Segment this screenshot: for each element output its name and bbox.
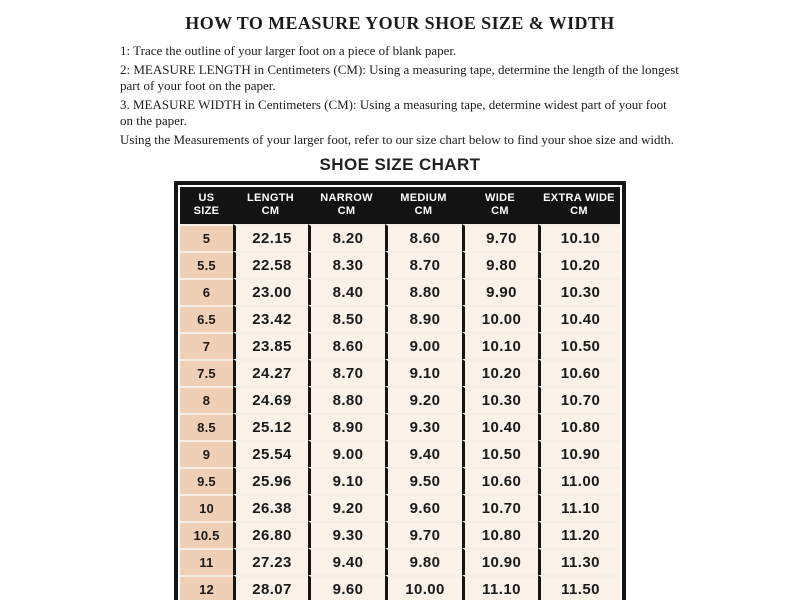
measurement-cell: 26.38 — [233, 494, 308, 521]
instruction-step-3: 3. MEASURE WIDTH in Centimeters (CM): Using a measuring tape, determine widest part of your foot on the paper. — [120, 97, 667, 128]
table-row — [180, 548, 620, 575]
measurement-cell: 10.70 — [538, 386, 620, 413]
measurement-cell: 25.12 — [233, 413, 308, 440]
instruction-step-2: 2: MEASURE LENGTH in Centimeters (CM): Using a measuring tape, determine the length of the longest part of your foot on the paper. — [120, 62, 679, 93]
chart-heading: SHOE SIZE CHART — [319, 155, 481, 174]
instructions-block — [120, 43, 680, 148]
table-row — [180, 224, 620, 251]
measurement-cell: 10.80 — [462, 521, 538, 548]
measurement-cell: 25.54 — [233, 440, 308, 467]
measurement-cell: 9.30 — [308, 521, 385, 548]
measurement-cell: 8.70 — [308, 359, 385, 386]
measurement-cell: 9.00 — [308, 440, 385, 467]
measurement-cell: 9.00 — [385, 332, 462, 359]
measurement-cell: 8.90 — [385, 305, 462, 332]
measurement-cell: 25.96 — [233, 467, 308, 494]
measurement-cell: 8.70 — [385, 251, 462, 278]
measurement-cell: 10.50 — [538, 332, 620, 359]
measurement-cell: 8.30 — [308, 251, 385, 278]
header-row — [180, 187, 620, 224]
measurement-cell: 26.80 — [233, 521, 308, 548]
measurement-cell: 10.10 — [462, 332, 538, 359]
measurement-cell: 9.90 — [462, 278, 538, 305]
measurement-cell: 9.20 — [385, 386, 462, 413]
table-row — [180, 413, 620, 440]
measurement-cell: 9.80 — [462, 251, 538, 278]
measurement-cell: 9.70 — [385, 521, 462, 548]
measurement-cell: 23.00 — [233, 278, 308, 305]
measurement-cell: 9.40 — [308, 548, 385, 575]
us-size-cell: 6.5 — [180, 305, 233, 332]
measurement-cell: 10.60 — [538, 359, 620, 386]
table-row — [180, 521, 620, 548]
measurement-cell: 10.40 — [462, 413, 538, 440]
measurement-cell: 9.50 — [385, 467, 462, 494]
table-body — [180, 224, 620, 600]
us-size-cell: 11 — [180, 548, 233, 575]
us-size-cell: 10 — [180, 494, 233, 521]
table-row — [180, 575, 620, 600]
table-row — [180, 251, 620, 278]
measurement-cell: 24.27 — [233, 359, 308, 386]
measurement-cell: 28.07 — [233, 575, 308, 600]
measurement-cell: 10.30 — [538, 278, 620, 305]
measurement-cell: 8.20 — [308, 224, 385, 251]
measurement-cell: 8.40 — [308, 278, 385, 305]
instruction-step-1: 1: Trace the outline of your larger foot on a piece of blank paper. — [120, 43, 457, 58]
measurement-cell: 23.85 — [233, 332, 308, 359]
us-size-cell: 5.5 — [180, 251, 233, 278]
us-size-cell: 7 — [180, 332, 233, 359]
measurement-cell: 10.40 — [538, 305, 620, 332]
measurement-cell: 9.10 — [385, 359, 462, 386]
measurement-cell: 10.50 — [462, 440, 538, 467]
table-row — [180, 440, 620, 467]
us-size-cell: 8.5 — [180, 413, 233, 440]
measurement-cell: 11.10 — [462, 575, 538, 600]
measurement-cell: 8.60 — [308, 332, 385, 359]
measurement-cell: 10.90 — [538, 440, 620, 467]
measurement-cell: 11.10 — [538, 494, 620, 521]
column-header-narrow-cm: NARROW CM — [308, 187, 385, 224]
column-header-us-size: US SIZE — [180, 187, 233, 224]
column-header-extra-wide-cm: EXTRA WIDE CM — [538, 187, 620, 224]
measurement-cell: 8.50 — [308, 305, 385, 332]
table-row — [180, 278, 620, 305]
column-header-length-cm: LENGTH CM — [233, 187, 308, 224]
measurement-cell: 9.60 — [385, 494, 462, 521]
measurement-cell: 11.50 — [538, 575, 620, 600]
measurement-cell: 23.42 — [233, 305, 308, 332]
us-size-cell: 10.5 — [180, 521, 233, 548]
size-chart-frame — [174, 181, 626, 600]
size-chart-table — [180, 187, 620, 600]
table-header — [180, 187, 620, 224]
table-row — [180, 386, 620, 413]
us-size-cell: 5 — [180, 224, 233, 251]
measurement-cell: 11.00 — [538, 467, 620, 494]
measurement-cell: 10.60 — [462, 467, 538, 494]
measurement-cell: 10.00 — [462, 305, 538, 332]
measurement-cell: 9.70 — [462, 224, 538, 251]
us-size-cell: 9 — [180, 440, 233, 467]
measurement-cell: 9.10 — [308, 467, 385, 494]
us-size-cell: 9.5 — [180, 467, 233, 494]
us-size-cell: 8 — [180, 386, 233, 413]
measurement-cell: 10.10 — [538, 224, 620, 251]
measurement-cell: 27.23 — [233, 548, 308, 575]
measurement-cell: 8.60 — [385, 224, 462, 251]
measurement-cell: 9.60 — [308, 575, 385, 600]
measurement-cell: 22.58 — [233, 251, 308, 278]
measurement-cell: 10.30 — [462, 386, 538, 413]
measurement-cell: 11.20 — [538, 521, 620, 548]
table-row — [180, 305, 620, 332]
measurement-cell: 9.80 — [385, 548, 462, 575]
us-size-cell: 6 — [180, 278, 233, 305]
page-title: HOW TO MEASURE YOUR SHOE SIZE & WIDTH — [185, 13, 615, 33]
measurement-cell: 22.15 — [233, 224, 308, 251]
measurement-cell: 8.80 — [308, 386, 385, 413]
measurement-cell: 11.30 — [538, 548, 620, 575]
measurement-cell: 10.00 — [385, 575, 462, 600]
table-row — [180, 494, 620, 521]
measurement-cell: 24.69 — [233, 386, 308, 413]
instruction-note: Using the Measurements of your larger foot, refer to our size chart below to find your shoe size and width. — [120, 132, 674, 147]
measurement-cell: 9.30 — [385, 413, 462, 440]
us-size-cell: 7.5 — [180, 359, 233, 386]
column-header-wide-cm: WIDE CM — [462, 187, 538, 224]
measurement-cell: 9.20 — [308, 494, 385, 521]
column-header-medium-cm: MEDIUM CM — [385, 187, 462, 224]
measurement-cell: 9.40 — [385, 440, 462, 467]
measurement-cell: 8.90 — [308, 413, 385, 440]
measurement-cell: 10.20 — [538, 251, 620, 278]
table-row — [180, 359, 620, 386]
table-row — [180, 332, 620, 359]
table-row — [180, 467, 620, 494]
measurement-cell: 10.70 — [462, 494, 538, 521]
measurement-cell: 8.80 — [385, 278, 462, 305]
us-size-cell: 12 — [180, 575, 233, 600]
measurement-cell: 10.80 — [538, 413, 620, 440]
measurement-cell: 10.20 — [462, 359, 538, 386]
measurement-cell: 10.90 — [462, 548, 538, 575]
